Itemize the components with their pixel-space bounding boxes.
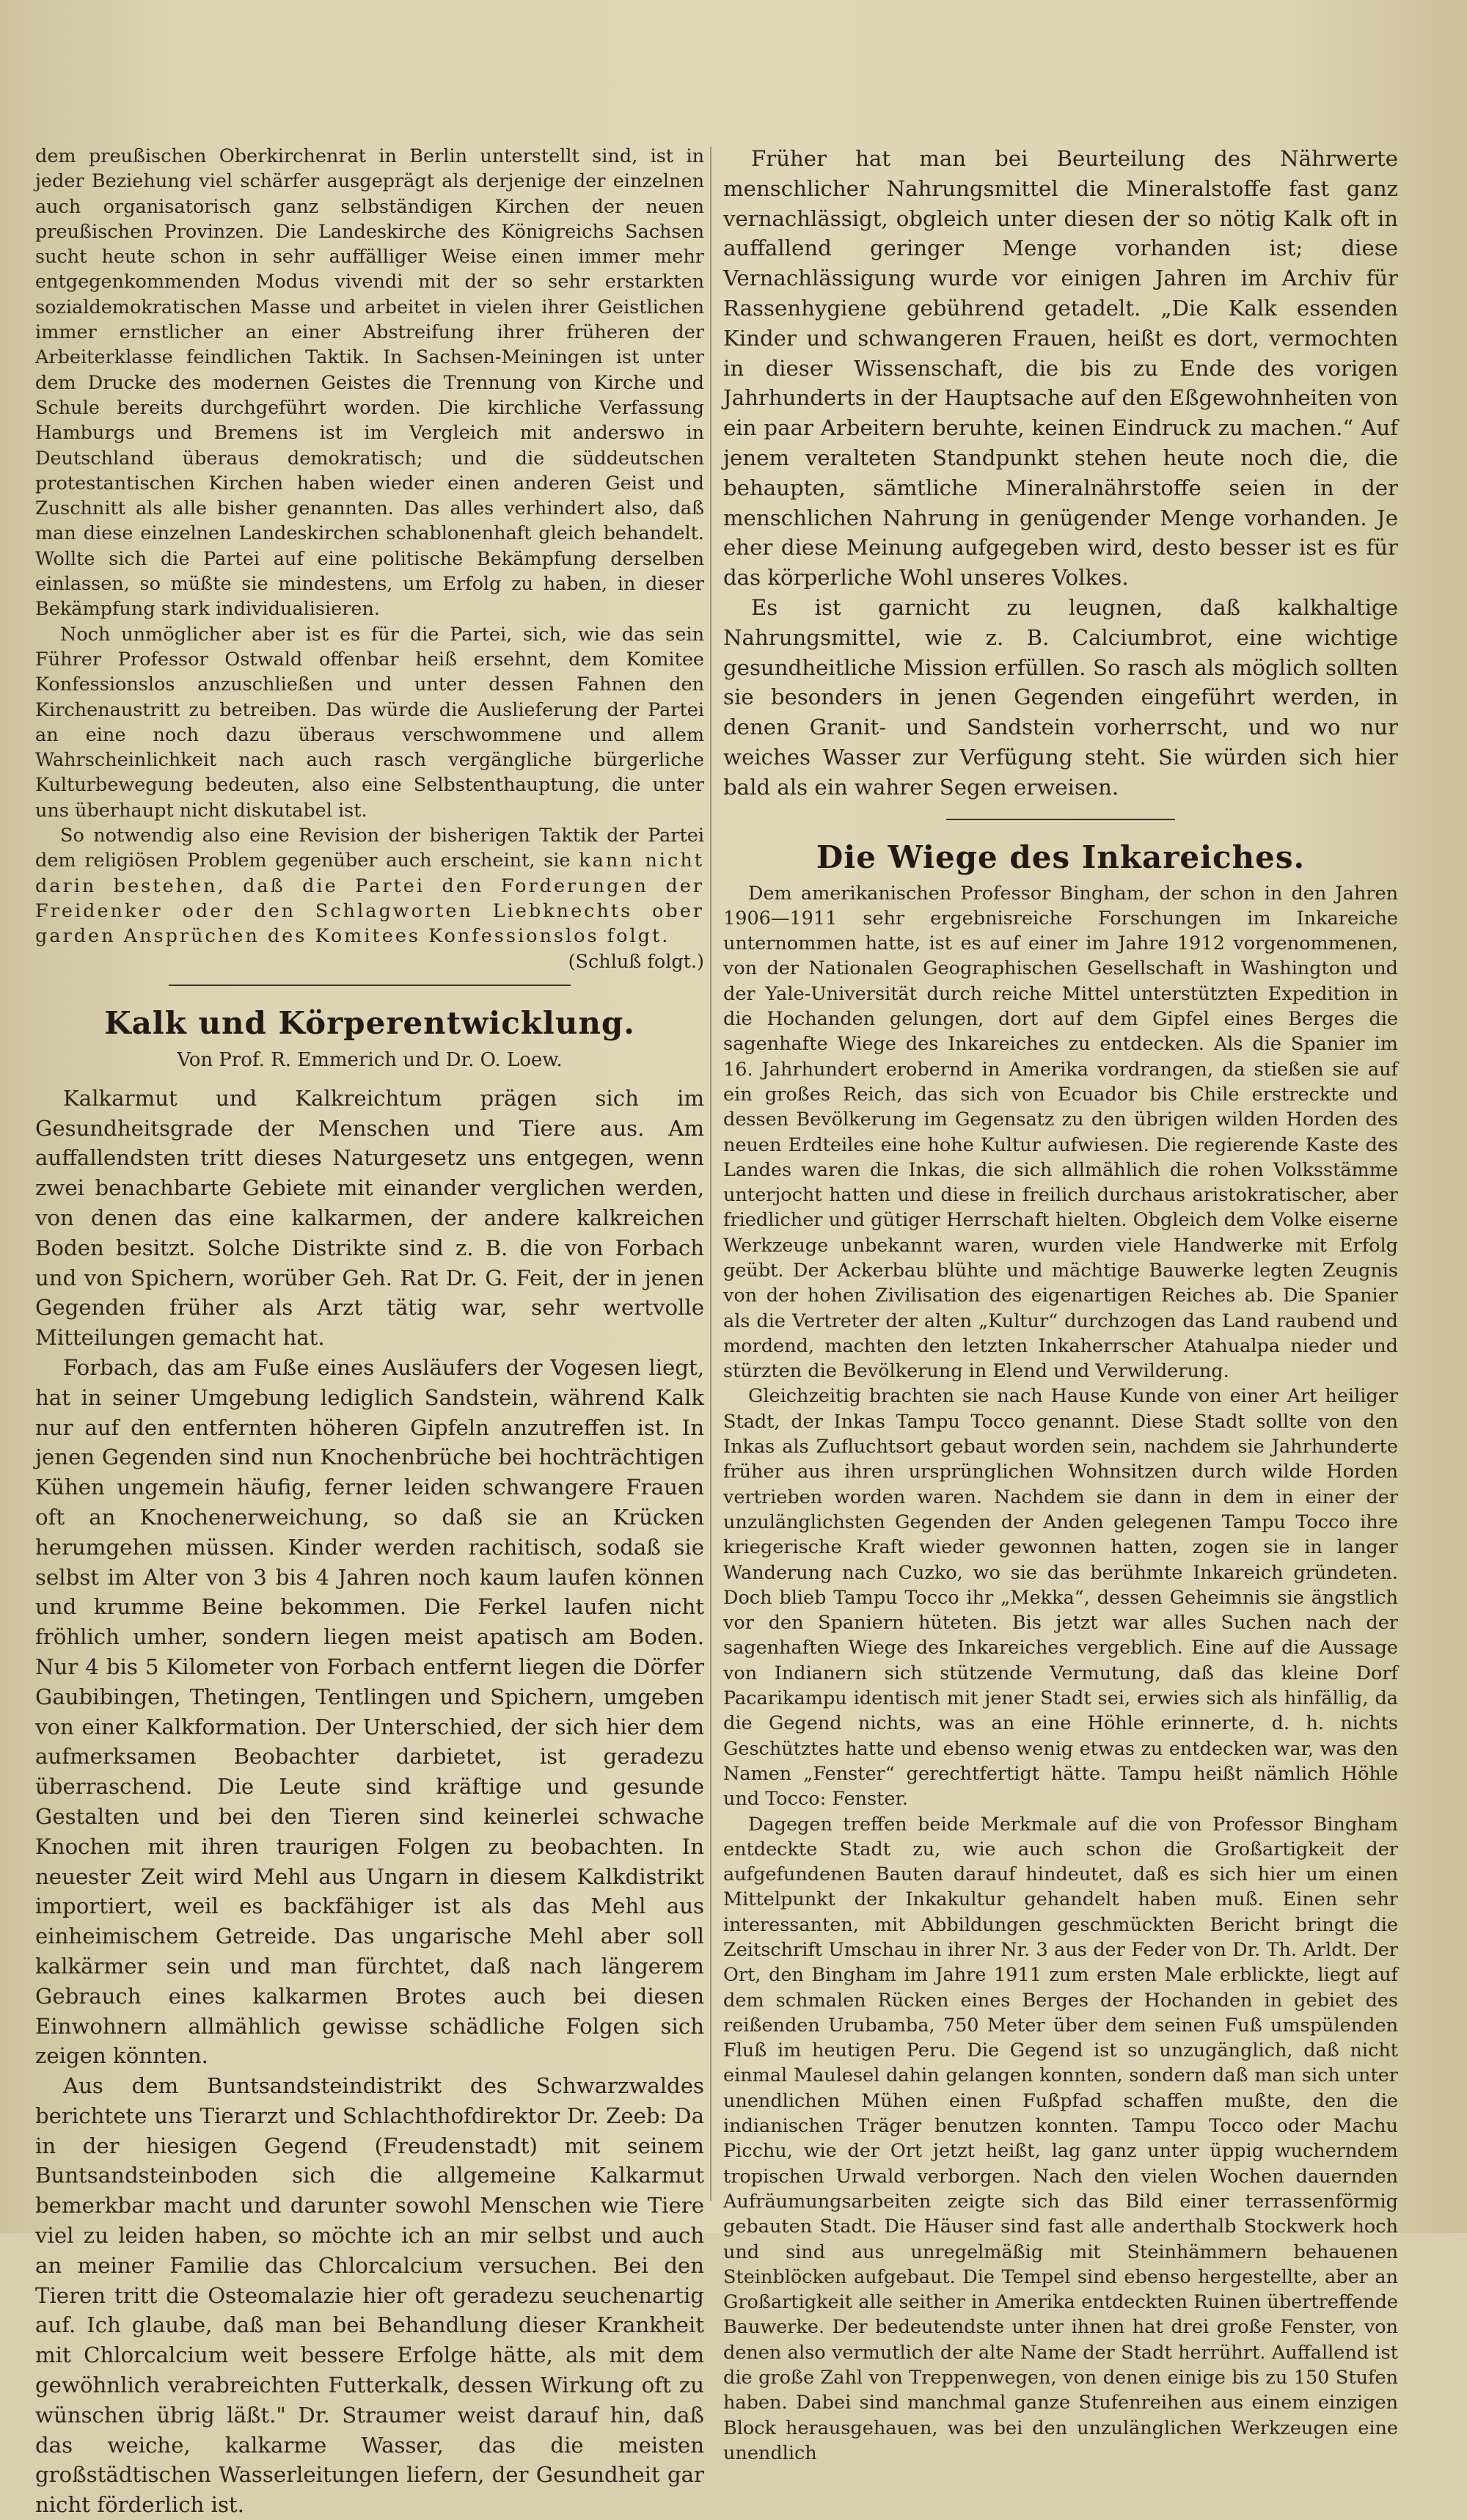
section-rule <box>946 819 1176 820</box>
body-paragraph: Gleichzeitig brachten sie nach Hause Kunde von einer Art heiliger Stadt, der Inkas Tampu Tocco genannt. Diese Stadt sollte von den Inkas als Zufluchtsort gebaut worden sein, nachdem sie Jahrhunderte früher aus ihren ursprünglichen Wohnsitzen durch wilde Horden vertrieben worden waren. Nachdem sie dann in dem in einer der unzulänglichsten Gegenden der Anden gelegenen Tampu Tocco ihre kriegerische Kraft wieder gewonnen hatten, zogen sie in langer Wanderung nach Cuzko, wo sie das berühmte Inkareich gründeten. Doch blieb Tampu Tocco ihr „Mekka“, dessen Geheimnis sie ängstlich vor den Spaniern hüteten. Bis jetzt war alles Suchen nach der sagenhaften Wiege des Inkareiches vergeblich. Eine auf die Aussage von Indianern sich stützende Vermutung, daß das kleine Dorf Pacarikampu identisch mit jener Stadt sei, erwies sich als hinfällig, da die Gegend nichts, was an eine Höhle erinnerte, d. h. nichts Geschütztes hatte und ebenso wenig etwas zu entdecken war, was den Namen „Fenster“ gerechtfertigt hätte. Tampu heißt nämlich Höhle und Tocco: Fenster. <box>723 1385 1398 1811</box>
body-paragraph: Dem amerikanischen Professor Bingham, der schon in den Jahren 1906—1911 sehr ergebnisreiche Forschungen im Inkareiche unternommen hatte, ist es auf einer im Jahre 1912 vorgenommenen, von der Nationalen Geographischen Gesellschaft in Washington und der Yale-Universität durch reiche Mittel unterstützten Expedition in die Hochanden gelungen, dort auf dem Gipfel eines Berges die sagenhafte Wiege des Inkareiches zu entdecken. Als die Spanier im 16. Jahrhundert erobernd in Amerika vordrangen, da stießen sie auf ein großes Reich, das sich von Ecuador bis Chile erstreckte und dessen Bevölkerung im Gegensatz zu den übrigen wilden Horden des neuen Erdteiles eine hohe Kultur aufwiesen. Die regierende Kaste des Landes waren die Inkas, die sich allmählich die rohen Volksstämme unterjocht hatten und diese in freilich durchaus aristokratischer, aber friedlicher und gütiger Herrschaft hielten. Obgleich dem Volke eiserne Werkzeuge unbekannt waren, wurden viele Handwerke mit Erfolg geübt. Der Ackerbau blühte und mächtige Bauwerke legten Zeugnis von der hohen Zivilisation des eigenartigen Reiches ab. Die Spanier als die Vertreter der alten „Kultur“ durchzogen das Land raubend und mordend, machten den letzten Inkaherrscher Atahualpa nieder und stürzten die Bevölkerung in Elend und Verwilderung. <box>723 882 1398 1383</box>
body-paragraph: Kalkarmut und Kalkreichtum prägen sich im Gesundheitsgrade der Menschen und Tiere aus. Am auffallendsten tritt dieses Naturgesetz uns entgegen, wenn zwei benachbarte Gebiete mit einander verglichen werden, von denen das eine kalkarmen, der andere kalkreichen Boden besitzt. Solche Distrikte sind z. B. die von Forbach und von Spichern, worüber Geh. Rat Dr. G. Feit, der in jenen Gegenden früher als Arzt tätig war, sehr wertvolle Mitteilungen gemacht hat. <box>35 1085 704 1351</box>
closing-note: (Schluß folgt.) <box>568 950 704 973</box>
article-headline: Die Wiege des Inkareiches. <box>816 839 1306 875</box>
conclusion-paragraph <box>35 823 704 949</box>
article-headline: Kalk und Körperentwicklung. <box>104 1004 635 1041</box>
inca-article-body <box>723 881 1398 2466</box>
calcium-article-body <box>35 1084 704 2520</box>
body-paragraph: Forbach, das am Fuße eines Ausläufers der Vogesen liegt, hat in seiner Umgebung lediglich Sandstein, während Kalk nur auf den entfernten höheren Gipfeln anzutreffen ist. In jenen Gegenden sind nun Knochenbrüche bei hochträchtigen Kühen ungemein häufig, ferner leiden schwangere Frauen oft an Knochenerweichung, so daß sie an Krücken herumgehen müssen. Kinder werden rachitisch, sodaß sie selbst im Alter von 3 bis 4 Jahren noch kaum laufen können und krumme Beine bekommen. Die Ferkel laufen nicht fröhlich umher, sondern liegen meist apatisch am Boden. Nur 4 bis 5 Kilometer von Forbach entfernt liegen die Dörfer Gaubibingen, Thetingen, Tentlingen und Spichern, umgeben von einer Kalkformation. Der Unterschied, der sich hier dem aufmerksamen Beobachter darbietet, ist geradezu überraschend. Die Leute sind kräftige und gesunde Gestalten und bei den Tieren sind keinerlei schwache Knochen mit ihren traurigen Folgen zu beobachten. In neuester Zeit wird Mehl aus Ungarn in diesem Kalkdistrikt importiert, weil es backfähiger ist als das Mehl aus einheimischem Getreide. Das ungarische Mehl aber soll kalkärmer sein und man fürchtet, daß nach längerem Gebrauch eines kalkarmen Brotes auch bei diesen Einwohnern allmählich gewisse schädliche Folgen sich zeigen könnten. <box>35 1354 704 2069</box>
body-paragraph: Aus dem Buntsandsteindistrikt des Schwarzwaldes berichtete uns Tierarzt und Schlachthofdirektor Dr. Zeeb: Da in der hiesigen Gegend (Freudenstadt) mit seinem Buntsandsteinboden sich die allgemeine Kalkarmut bemerkbar macht und darunter sowohl Menschen wie Tiere viel zu leiden haben, so möchte ich an mir selbst und auch an meiner Familie das Chlorcalcium versuchen. Bei den Tieren tritt die Osteomalazie hier oft geradezu seuchenartig auf. Ich glaube, daß man bei Behandlung dieser Krankheit mit Chlorcalcium weit bessere Erfolge hätte, als mit dem gewöhnlich verabreichten Futterkalk, dessen Wirkung oft zu wünschen übrig läßt." Dr. Straumer weist darauf hin, daß das weiche, kalkarme Wasser, das die meisten großstädtischen Wasserleitungen liefern, der Gesundheit gar nicht förderlich ist. <box>35 2073 704 2518</box>
body-paragraph: Noch unmöglicher aber ist es für die Partei, sich, wie das sein Führer Professor Ostwald offenbar heiß ersehnt, dem Komitee Konfessionslos anzuschließen und unter dessen Fahnen den Kirchenaustritt zu betreiben. Das würde die Auslieferung der Partei an eine noch dazu überaus verschwommene und allem Wahrscheinlichkeit nach auch rasch vergängliche bürgerliche Kulturbewegung bedeuten, also eine Selbstenthauptung, die unter uns überhaupt nicht diskutabel ist. <box>35 623 704 822</box>
calcium-article-continuation <box>723 144 1398 803</box>
right-column <box>723 144 1398 2466</box>
section-rule <box>169 985 570 986</box>
body-paragraph: Es ist garnicht zu leugnen, daß kalkhaltige Nahrungsmittel, wie z. B. Calciumbrot, eine wichtige gesundheitliche Mission erfüllen. So rasch als möglich sollten sie besonders in jenen Gegenden eingeführt werden, in denen Granit- und Sandstein vorherrscht, und wo nur weiches Wasser zur Verfügung steht. Sie würden sich hier bald als ein wahrer Segen erweisen. <box>723 594 1398 800</box>
conclusion-lead: So notwendig also eine Revision der bisherigen Taktik der Partei dem religiösen Problem gegenüber auch erscheint, sie <box>35 825 704 872</box>
body-paragraph: dem preußischen Oberkirchenrat in Berlin unterstellt sind, ist in jeder Beziehung viel schärfer ausgeprägt als derjenige der einzelnen auch organisatorisch ganz selbständigen Kirchen der neuen preußischen Provinzen. Die Landeskirche des Königreichs Sachsen sucht heute schon in sehr auffälliger Weise einen immer mehr entgegenkommenden Modus vivendi mit der so sehr erstarkten sozialdemokratischen Masse und arbeitet in vielen ihrer Geistlichen immer ernstlicher an einer Abstreifung ihrer früheren der Arbeiterklasse feindlichen Taktik. In Sachsen-Meiningen ist unter dem Drucke des modernen Geistes die Trennung von Kirche und Schule bereits durchgeführt worden. Die kirchliche Verfassung Hamburgs und Bremens ist im Vergleich mit anderswo in Deutschland überaus demokratisch; und die süddeutschen protestantischen Kirchen haben wieder einen anderen Geist und Zuschnitt als alle bisher genannten. Das alles verhindert also, daß man diese einzelnen Landeskirchen schablonenhaft gleich behandelt. Wollte sich die Partei auf eine politische Bekämpfung derselben einlassen, so müßte sie mindestens, um Erfolg zu haben, in dieser Bekämpfung stark individualisieren. <box>35 145 704 621</box>
conclusion-spaced: kann nicht darin bestehen, daß die Partei den Forderungen der Freidenker oder den Schlagworten Liebknechts ober garden Ansprüchen des Komitees Konfessionslos folgt. <box>35 850 704 948</box>
article-byline: Von Prof. R. Emmerich und Dr. O. Loew. <box>177 1048 563 1071</box>
religion-article-continuation <box>35 144 704 974</box>
left-column <box>35 144 704 2520</box>
body-paragraph: Früher hat man bei Beurteilung des Nährwerte menschlicher Nahrungsmittel die Mineralstoffe fast ganz vernachlässigt, obgleich unter diesen der so nötig Kalk oft in auffallend geringer Menge vorhanden ist; diese Vernachlässigung wurde vor einigen Jahren im Archiv für Rassenhygiene gebührend getadelt. „Die Kalk essenden Kinder und schwangeren Frauen, heißt es dort, vermochten in dieser Wissenschaft, die bis zu Ende des vorigen Jahrhunderts in der Hauptsache auf den Eßgewohnheiten von ein paar Arbeitern beruhte, keinen Eindruck zu machen.“ Auf jenem veralteten Standpunkt stehen heute noch die, die behaupten, sämtliche Mineralnährstoffe seien in der menschlichen Nahrung in genügender Menge vorhanden. Je eher diese Meinung aufgegeben wird, desto besser ist es für das körperliche Wohl unseres Volkes. <box>723 146 1398 591</box>
body-paragraph: Dagegen treffen beide Merkmale auf die von Professor Bingham entdeckte Stadt zu, wie auch schon die Großartigkeit der aufgefundenen Bauten darauf hindeutet, daß es sich hier um einen Mittelpunkt der Inkakultur gehandelt haben muß. Einen sehr interessanten, mit Abbildungen geschmückten Bericht bringt die Zeitschrift Umschau in ihrer Nr. 3 aus der Feder von Dr. Th. Arldt. Der Ort, den Bingham im Jahre 1911 zum ersten Male erblickte, liegt auf dem schmalen Rücken eines Berges der Hochanden in gebiet des reißenden Urubamba, 750 Meter über dem seinen Fuß umspülenden Fluß im heutigen Peru. Die Gegend ist so unzugänglich, daß nicht einmal Maulesel dahin gelangen konnten, sondern daß man sich unter unendlichen Mühen einen Fußpfad schaffen mußte, den die indianischen Träger benutzen konnten. Tampu Tocco oder Machu Picchu, wie der Ort jetzt heißt, lag ganz unter üppig wucherndem tropischen Urwald verborgen. Nach den vielen Wochen dauernden Aufräumungsarbeiten zeigte sich das Bild einer terrassenförmig gebauten Stadt. Die Häuser sind fast alle anderthalb Stockwerk hoch und sind aus unregelmäßig mit Steinhämmern behauenen Steinblöcken aufgebaut. Die Tempel sind ebenso hergestellte, aber an Großartigkeit alle seither in Amerika entdeckten Ruinen übertreffende Bauwerke. Der bedeutendste unter ihnen hat drei große Fenster, von denen also vermutlich der alte Name der Stadt herrührt. Auffallend ist die große Zahl von Treppenwegen, von denen einige bis zu 150 Stufen haben. Dabei sind manchmal ganze Stufenreihen aus einem einzigen Block herausgehauen, was bei den unzulänglichen Werkzeugen eine unendlich <box>723 1813 1398 2464</box>
column-divider <box>710 147 711 2201</box>
